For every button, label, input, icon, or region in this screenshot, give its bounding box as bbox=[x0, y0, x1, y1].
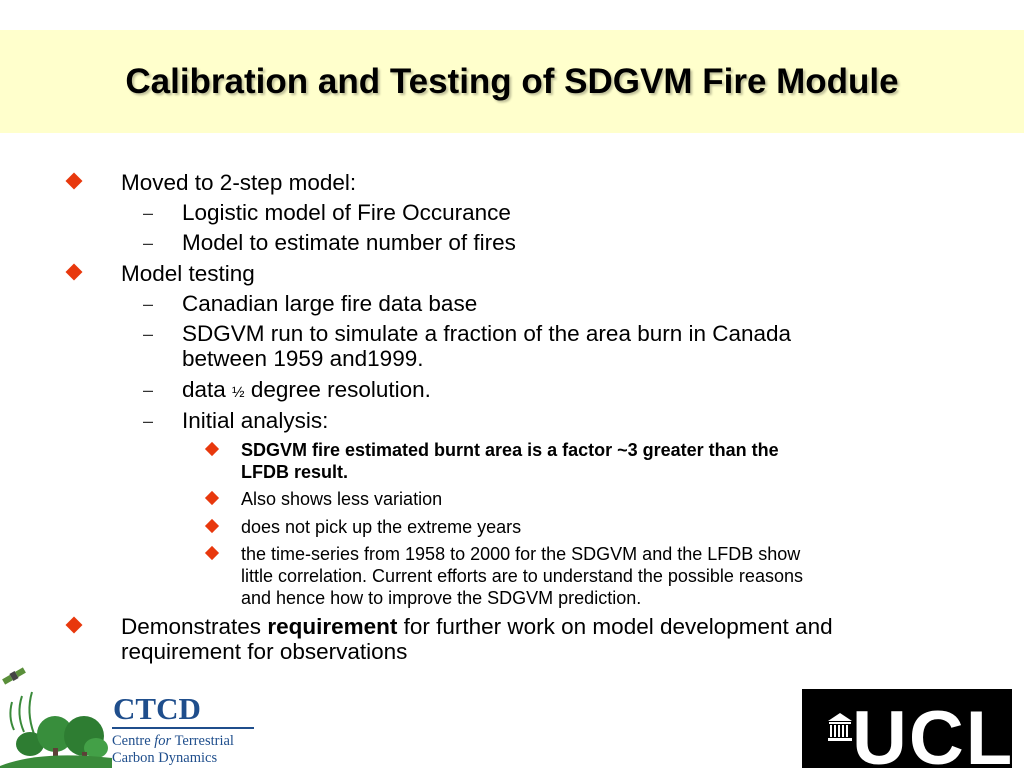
sub-bullet-item: Initial analysis: bbox=[182, 408, 329, 433]
fraction-text: ½ bbox=[232, 384, 245, 401]
sub-sub-bullet-text: LFDB result. bbox=[241, 462, 349, 482]
sub-bullet-item: Canadian large fire data base bbox=[182, 291, 478, 316]
sub-bullet-text: between 1959 and1999. bbox=[182, 346, 424, 371]
dash-bullet-icon: – bbox=[143, 294, 154, 314]
diamond-bullet-icon bbox=[66, 264, 83, 281]
bullet-item: Model testing bbox=[121, 261, 255, 286]
bullet-item bbox=[121, 614, 951, 664]
ctcd-subtitle-italic: for bbox=[154, 733, 172, 749]
sub-sub-bullet-item: does not pick up the extreme years bbox=[241, 517, 522, 537]
bullet-text: requirement for observations bbox=[121, 639, 408, 664]
diamond-bullet-icon bbox=[205, 546, 219, 560]
ctcd-divider bbox=[112, 727, 254, 729]
sub-sub-bullet-item bbox=[241, 543, 961, 609]
diamond-bullet-icon bbox=[66, 617, 83, 634]
ctcd-subtitle-text: Centre bbox=[112, 733, 155, 749]
title-band bbox=[0, 30, 1024, 133]
dash-bullet-icon: – bbox=[143, 411, 154, 431]
sub-sub-bullet-text: SDGVM fire estimated burnt area is a factor ~3 greater than the bbox=[241, 440, 779, 460]
diamond-bullet-icon bbox=[205, 442, 219, 456]
ctcd-subtitle-line2: Carbon Dynamics bbox=[112, 750, 218, 766]
slide-title: Calibration and Testing of SDGVM Fire Module bbox=[125, 61, 899, 101]
dash-bullet-icon: – bbox=[143, 324, 154, 344]
dash-bullet-icon: – bbox=[143, 233, 154, 253]
diamond-bullet-icon bbox=[205, 491, 219, 505]
bullet-text: for further work on model development and bbox=[397, 614, 833, 639]
dash-bullet-icon: – bbox=[143, 203, 154, 223]
ucl-logo bbox=[802, 689, 1015, 781]
ctcd-subtitle-line1 bbox=[112, 733, 234, 749]
sub-bullet-item: Logistic model of Fire Occurance bbox=[182, 200, 511, 225]
sub-bullet-item bbox=[182, 321, 902, 371]
ucl-wordmark: UCL bbox=[852, 696, 1015, 781]
diamond-bullet-icon bbox=[205, 519, 219, 533]
sub-bullet-text: SDGVM run to simulate a fraction of the area burn in Canada bbox=[182, 321, 792, 346]
bullet-item: Moved to 2-step model: bbox=[121, 170, 357, 195]
ctcd-emblem-icon bbox=[0, 662, 112, 768]
sub-sub-bullet-text: little correlation. Current efforts are to understand the possible reasons bbox=[241, 566, 803, 586]
diamond-bullet-icon bbox=[66, 173, 83, 190]
bullet-bold-text: requirement bbox=[267, 614, 398, 639]
bullet-text: Demonstrates bbox=[121, 614, 268, 639]
sub-bullet-item: Model to estimate number of fires bbox=[182, 230, 516, 255]
ctcd-acronym: CTCD bbox=[113, 691, 201, 726]
ctcd-subtitle-text: Terrestrial bbox=[171, 733, 234, 749]
dash-bullet-icon: – bbox=[143, 380, 154, 400]
sub-bullet-text: data bbox=[182, 377, 233, 402]
sub-bullet-text: degree resolution. bbox=[244, 377, 431, 402]
sub-sub-bullet-text: and hence how to improve the SDGVM prediction. bbox=[241, 588, 642, 608]
sub-sub-bullet-item: Also shows less variation bbox=[241, 489, 443, 509]
sub-sub-bullet-item bbox=[241, 439, 961, 483]
sub-sub-bullet-text: the time-series from 1958 to 2000 for the SDGVM and the LFDB show bbox=[241, 544, 801, 564]
sub-bullet-item bbox=[182, 377, 902, 405]
